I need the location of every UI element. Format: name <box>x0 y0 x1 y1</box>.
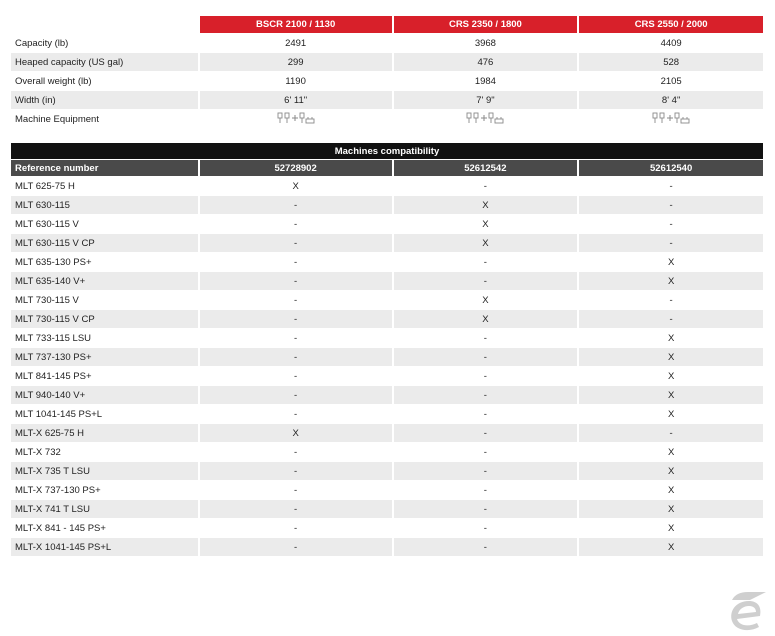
compat-row-label: MLT-X 741 T LSU <box>11 500 198 518</box>
compat-row-mlt-630-115-v <box>11 215 763 233</box>
compat-cell: - <box>579 310 763 328</box>
compat-row-label: MLT-X 732 <box>11 443 198 461</box>
specs-cell: 299 <box>200 53 392 71</box>
compat-cell: - <box>394 386 578 404</box>
compat-cell: X <box>579 329 763 347</box>
specs-header-crs-2350-1800: CRS 2350 / 1800 <box>394 16 578 33</box>
compat-row-mlt-1041-145-ps-l <box>11 405 763 423</box>
compat-cell: X <box>579 481 763 499</box>
compat-cell: - <box>200 462 392 480</box>
compat-cell: X <box>394 196 578 214</box>
compat-cell: - <box>394 462 578 480</box>
compat-row-mlt-635-140-v <box>11 272 763 290</box>
compat-title-row <box>11 143 763 159</box>
compat-cell: X <box>579 405 763 423</box>
specs-cell: 2491 <box>200 34 392 52</box>
compat-cell: - <box>200 538 392 556</box>
compat-cell: - <box>394 348 578 366</box>
compat-cell: X <box>579 538 763 556</box>
compat-row-mlt-x-737-130-ps <box>11 481 763 499</box>
compat-cell: - <box>200 405 392 423</box>
e-brand-logo-icon <box>726 588 772 634</box>
compat-cell: - <box>394 253 578 271</box>
compat-cell: - <box>579 215 763 233</box>
compat-cell: X <box>394 215 578 233</box>
compat-row-mlt-x-625-75-h <box>11 424 763 442</box>
specs-cell: 528 <box>579 53 763 71</box>
compat-cell: X <box>394 234 578 252</box>
compat-row-label: MLT-X 1041-145 PS+L <box>11 538 198 556</box>
compat-row-label: MLT 733-115 LSU <box>11 329 198 347</box>
compat-row-label: MLT 625-75 H <box>11 177 198 195</box>
compat-header-52612540: 52612540 <box>579 160 763 176</box>
compat-cell: X <box>579 462 763 480</box>
compat-cell: - <box>394 329 578 347</box>
compat-cell: - <box>200 348 392 366</box>
compat-cell: X <box>579 386 763 404</box>
compat-row-mlt-x-735-t-lsu <box>11 462 763 480</box>
specs-cell <box>394 110 578 128</box>
specs-row-label: Width (in) <box>11 91 198 109</box>
compat-row-label: MLT 1041-145 PS+L <box>11 405 198 423</box>
compat-cell: - <box>200 500 392 518</box>
specs-table <box>9 15 765 129</box>
specs-header-blank <box>11 16 198 33</box>
specs-body <box>11 34 763 128</box>
compat-cell: - <box>394 177 578 195</box>
compat-cell: - <box>579 291 763 309</box>
compat-header-52728902: 52728902 <box>200 160 392 176</box>
specs-cell: 476 <box>394 53 578 71</box>
compat-cell: - <box>200 234 392 252</box>
specs-header-bscr-2100-1130: BSCR 2100 / 1130 <box>200 16 392 33</box>
compat-row-mlt-630-115 <box>11 196 763 214</box>
compat-title: Machines compatibility <box>11 143 763 159</box>
compat-cell: - <box>200 253 392 271</box>
compat-row-mlt-630-115-v-cp <box>11 234 763 252</box>
compat-row-mlt-x-741-t-lsu <box>11 500 763 518</box>
specs-cell <box>579 110 763 128</box>
specs-header-row <box>11 16 763 33</box>
compat-cell: - <box>200 519 392 537</box>
compat-cell: - <box>200 443 392 461</box>
compat-row-mlt-x-841-145-ps <box>11 519 763 537</box>
compat-cell: - <box>579 424 763 442</box>
specs-row-machine-equipment <box>11 110 763 128</box>
specs-cell <box>200 110 392 128</box>
compat-cell: - <box>200 481 392 499</box>
compat-cell: X <box>394 291 578 309</box>
compat-row-label: MLT-X 841 - 145 PS+ <box>11 519 198 537</box>
specs-cell: 2105 <box>579 72 763 90</box>
compat-row-mlt-730-115-v-cp <box>11 310 763 328</box>
specs-row-width-in <box>11 91 763 109</box>
compat-cell: X <box>200 177 392 195</box>
compat-row-label: MLT 730-115 V <box>11 291 198 309</box>
compat-cell: - <box>200 291 392 309</box>
compat-header-reference: Reference number <box>11 160 198 176</box>
compat-cell: - <box>394 538 578 556</box>
hydraulic-connectors-plus-pump-icon <box>277 112 315 124</box>
specs-row-overall-weight-lb <box>11 72 763 90</box>
compat-cell: X <box>579 367 763 385</box>
compat-cell: - <box>200 386 392 404</box>
specs-cell: 1984 <box>394 72 578 90</box>
compat-header-row <box>11 160 763 176</box>
compat-cell: - <box>200 310 392 328</box>
compat-row-label: MLT 635-130 PS+ <box>11 253 198 271</box>
compat-cell: - <box>579 177 763 195</box>
compat-cell: X <box>579 500 763 518</box>
specs-cell: 6' 11" <box>200 91 392 109</box>
compat-cell: - <box>394 367 578 385</box>
compat-row-mlt-940-140-v <box>11 386 763 404</box>
compat-cell: - <box>200 272 392 290</box>
compat-cell: - <box>200 215 392 233</box>
specs-cell: 4409 <box>579 34 763 52</box>
hydraulic-connectors-plus-pump-icon <box>466 112 504 124</box>
compat-cell: - <box>579 234 763 252</box>
compat-row-label: MLT 635-140 V+ <box>11 272 198 290</box>
specs-cell: 7' 9" <box>394 91 578 109</box>
specs-cell: 3968 <box>394 34 578 52</box>
compat-cell: - <box>394 443 578 461</box>
specs-header-crs-2550-2000: CRS 2550 / 2000 <box>579 16 763 33</box>
compat-cell: X <box>200 424 392 442</box>
compat-row-label: MLT-X 737-130 PS+ <box>11 481 198 499</box>
compat-cell: X <box>579 348 763 366</box>
compat-cell: X <box>579 519 763 537</box>
compat-cell: - <box>394 500 578 518</box>
compat-row-label: MLT 841-145 PS+ <box>11 367 198 385</box>
compat-row-mlt-737-130-ps <box>11 348 763 366</box>
compat-row-mlt-635-130-ps <box>11 253 763 271</box>
specs-row-label: Overall weight (lb) <box>11 72 198 90</box>
compat-row-mlt-733-115-lsu <box>11 329 763 347</box>
compat-cell: - <box>200 196 392 214</box>
compat-row-label: MLT 730-115 V CP <box>11 310 198 328</box>
specs-cell: 1190 <box>200 72 392 90</box>
compat-cell: X <box>579 443 763 461</box>
compat-row-mlt-625-75-h <box>11 177 763 195</box>
specs-row-label: Heaped capacity (US gal) <box>11 53 198 71</box>
compat-cell: X <box>579 253 763 271</box>
compat-cell: - <box>200 329 392 347</box>
compat-cell: - <box>394 405 578 423</box>
compat-cell: - <box>394 272 578 290</box>
specs-row-capacity-lb <box>11 34 763 52</box>
compat-row-mlt-x-1041-145-ps-l <box>11 538 763 556</box>
compat-row-label: MLT-X 735 T LSU <box>11 462 198 480</box>
compat-header-52612542: 52612542 <box>394 160 578 176</box>
compat-row-label: MLT-X 625-75 H <box>11 424 198 442</box>
compat-cell: - <box>394 519 578 537</box>
specs-row-heaped-capacity-us-gal <box>11 53 763 71</box>
compat-row-label: MLT 737-130 PS+ <box>11 348 198 366</box>
compat-row-label: MLT 940-140 V+ <box>11 386 198 404</box>
compat-row-label: MLT 630-115 V <box>11 215 198 233</box>
compat-row-mlt-x-732 <box>11 443 763 461</box>
compat-cell: - <box>579 196 763 214</box>
specs-cell: 8' 4" <box>579 91 763 109</box>
compat-row-mlt-841-145-ps <box>11 367 763 385</box>
compat-cell: X <box>579 272 763 290</box>
compat-body <box>11 177 763 556</box>
compat-cell: - <box>394 481 578 499</box>
specs-row-label: Machine Equipment <box>11 110 198 128</box>
compat-row-mlt-730-115-v <box>11 291 763 309</box>
compat-row-label: MLT 630-115 V CP <box>11 234 198 252</box>
specs-row-label: Capacity (lb) <box>11 34 198 52</box>
compat-cell: - <box>394 424 578 442</box>
compat-row-label: MLT 630-115 <box>11 196 198 214</box>
compat-table <box>9 142 765 557</box>
hydraulic-connectors-plus-pump-icon <box>652 112 690 124</box>
compat-cell: X <box>394 310 578 328</box>
compat-cell: - <box>200 367 392 385</box>
